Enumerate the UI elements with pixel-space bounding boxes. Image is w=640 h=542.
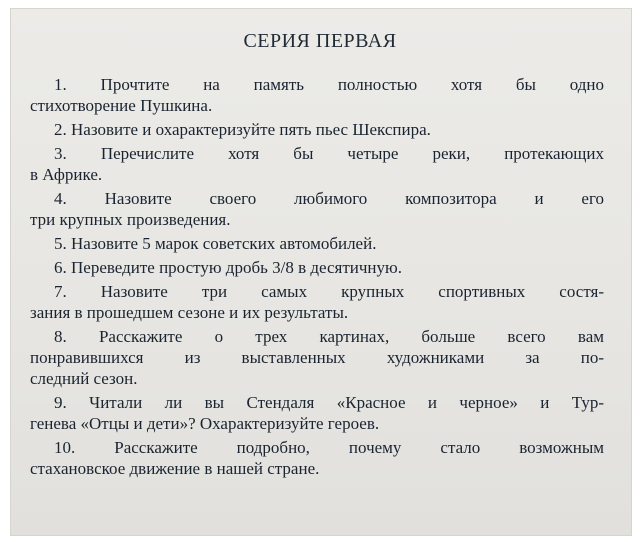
question-item <box>30 74 604 116</box>
question-line: три крупных произведения. <box>30 210 231 229</box>
question-item <box>30 233 604 254</box>
question-line: 10. Расскажите подробно, почему стало возможным <box>54 438 604 457</box>
question-line: 1. Прочтите на память полностью хотя бы одно <box>54 75 604 94</box>
question-item <box>30 437 604 479</box>
question-list <box>30 74 604 482</box>
question-line: 2. Назовите и охарактеризуйте пять пьес Шекспира. <box>54 120 431 139</box>
question-line: стихотворение Пушкина. <box>30 96 213 115</box>
question-item <box>30 392 604 434</box>
question-line: 3. Перечислите хотя бы четыре реки, протекающих <box>54 144 604 163</box>
question-line: стахановское движение в нашей стране. <box>30 459 320 478</box>
question-item <box>30 119 604 140</box>
question-line: 7. Назовите три самых крупных спортивных состя- <box>54 282 604 301</box>
question-item <box>30 281 604 323</box>
question-line: 4. Назовите своего любимого композитора и его <box>54 189 604 208</box>
question-item <box>30 143 604 185</box>
question-line: 5. Назовите 5 марок советских автомобилей. <box>54 234 377 253</box>
page-title: СЕРИЯ ПЕРВАЯ <box>243 30 397 52</box>
question-item <box>30 188 604 230</box>
question-line: понравившихся из выставленных художниками за по- <box>30 348 604 367</box>
question-line: 8. Расскажите о трех картинах, больше всего вам <box>54 327 604 346</box>
question-line: зания в прошедшем сезоне и их результаты. <box>30 303 349 322</box>
question-line: генева «Отцы и дети»? Охарактеризуйте героев. <box>30 414 380 433</box>
question-item <box>30 326 604 389</box>
question-line: в Африке. <box>30 165 103 184</box>
question-item <box>30 257 604 278</box>
question-line: 9. Читали ли вы Стендаля «Красное и черное» и Тур- <box>54 393 604 412</box>
question-line: следний сезон. <box>30 369 138 388</box>
question-line: 6. Переведите простую дробь 3/8 в десятичную. <box>54 258 402 277</box>
